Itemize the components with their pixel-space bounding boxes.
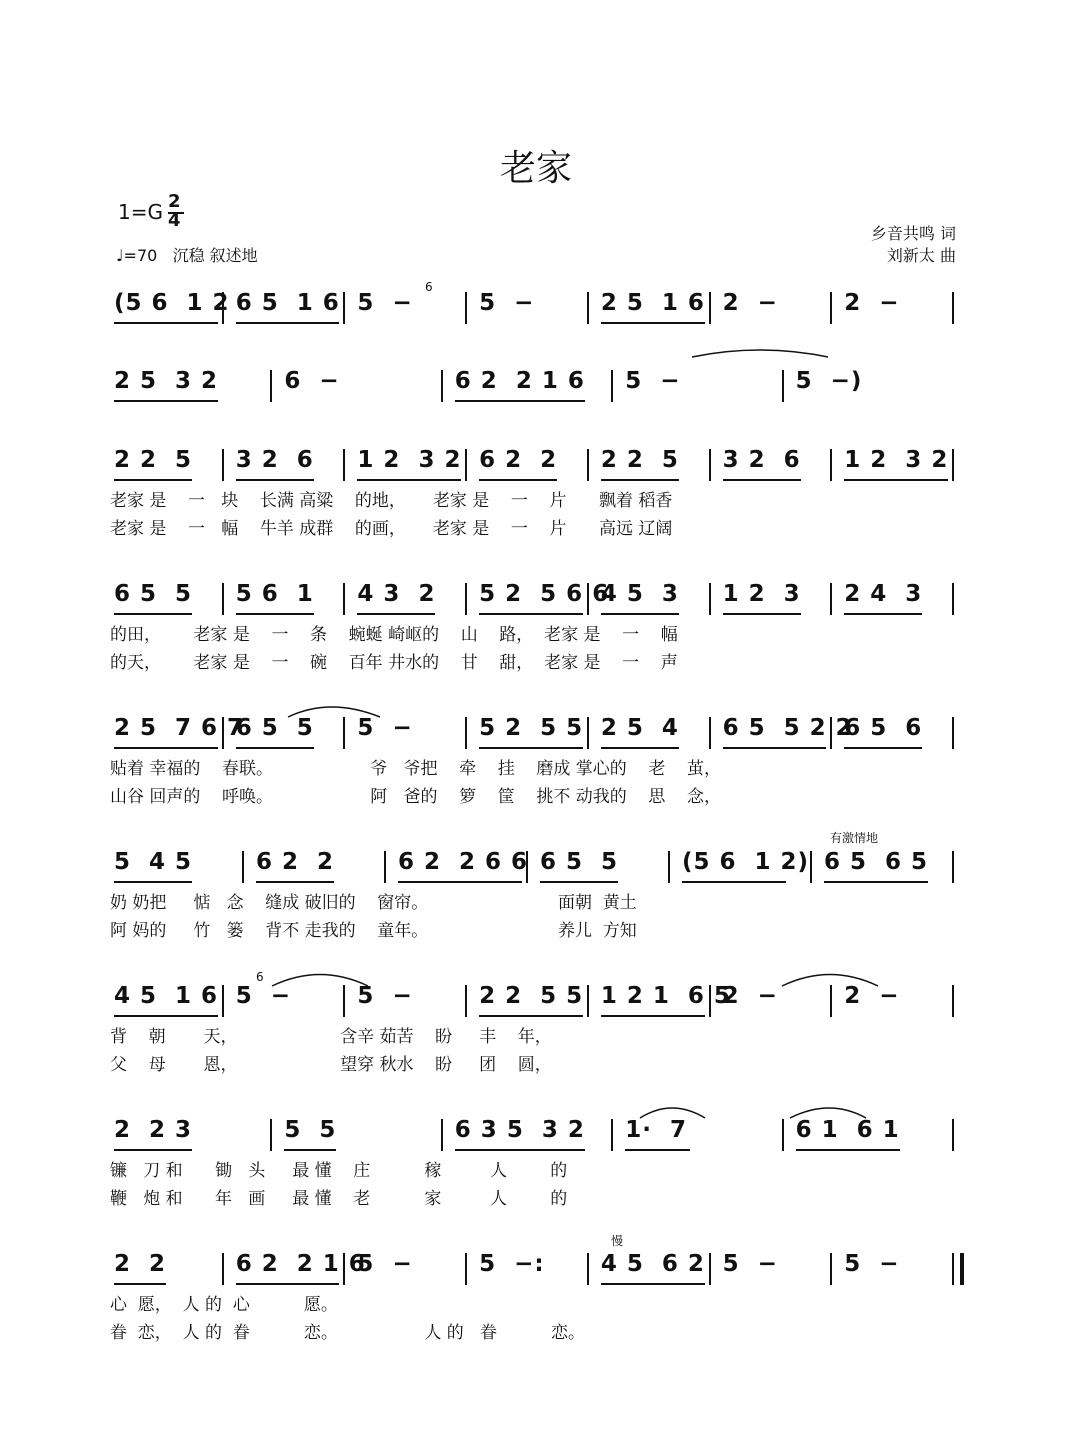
measure-notes: 6 2 2 1 6	[235, 1251, 366, 1277]
quarter-note-icon: ♩	[116, 246, 124, 265]
beam-line	[236, 479, 314, 481]
measure-notes: 5 −)	[795, 368, 863, 394]
barline	[952, 1253, 964, 1285]
beam-line	[844, 479, 948, 481]
beam-line	[796, 1149, 900, 1151]
beam-line	[114, 322, 218, 324]
measure-notes: 5 −	[357, 1251, 413, 1277]
grace-note: 6	[256, 970, 264, 984]
barline	[830, 583, 832, 615]
measure-notes: 2 −	[722, 290, 778, 316]
lyric-line: 老家 是 一 块 长满 高粱 的地， 老家 是 一 片 飘着 稻香	[110, 491, 673, 511]
barline	[587, 1253, 589, 1285]
barline	[222, 292, 224, 324]
measure-notes: 5 5	[284, 1117, 337, 1143]
lyric-line: 奶 奶把 惦 念 缝成 破旧的 窗帘。 面朝 黄土	[110, 893, 637, 913]
beam-line	[236, 322, 340, 324]
measure-notes: 5 −:	[479, 1251, 545, 1277]
barline	[270, 1119, 272, 1151]
measure-notes: 6 5 6 5	[824, 849, 929, 875]
measure-notes: 2 −	[844, 290, 900, 316]
barline	[830, 292, 832, 324]
measure-notes: 5 6 1	[235, 581, 314, 607]
barline	[830, 1253, 832, 1285]
barline	[384, 851, 386, 883]
lyric-line: 贴着 幸福的 春联。 爷 爷把 牵 挂 磨成 掌心的 老 茧，	[110, 759, 721, 779]
measure-notes: 5 2 5 5	[479, 715, 584, 741]
measure-notes: 2 2	[114, 1251, 167, 1277]
barline	[668, 851, 670, 883]
beam-line	[114, 613, 192, 615]
tempo-mood: 沉稳 叙述地	[172, 246, 258, 265]
measure-notes: 5 −	[479, 290, 535, 316]
beam-line	[455, 400, 585, 402]
barline	[222, 717, 224, 749]
lyric-line: 鞭 炮 和 年 画 最 懂 老 家 人 的	[110, 1189, 568, 1209]
beam-line	[256, 881, 334, 883]
measure-notes: 2 2 5 5	[479, 983, 584, 1009]
beam-line	[114, 881, 192, 883]
beam-line	[723, 747, 827, 749]
beam-line	[540, 881, 618, 883]
measure-notes: 6 5 6	[844, 715, 923, 741]
measure-notes: 4 5 1 6	[114, 983, 219, 1009]
barline	[343, 1253, 345, 1285]
measure-notes: 2 5 1 6	[600, 290, 705, 316]
measure-notes: 2 4 3	[844, 581, 923, 607]
lyric-line: 的田， 老家 是 一 条 蜿蜒 崎岖的 山 路， 老家 是 一 幅	[110, 625, 678, 645]
barline	[611, 370, 613, 402]
beam-line	[601, 1283, 705, 1285]
beam-line	[479, 613, 583, 615]
measure-notes: 6 5 5	[235, 715, 314, 741]
measure-notes: 1 2 3	[722, 581, 801, 607]
barline	[343, 292, 345, 324]
barline	[709, 292, 711, 324]
measure-notes: (5 6 1 2)	[682, 849, 810, 875]
barline	[952, 1119, 954, 1151]
barline	[830, 717, 832, 749]
measure-notes: 3 2 6	[235, 447, 314, 473]
time-signature-bottom: 4	[168, 210, 181, 231]
barline	[782, 1119, 784, 1151]
beam-line	[236, 747, 314, 749]
beam-line	[723, 479, 801, 481]
beam-line	[114, 1149, 192, 1151]
barline	[952, 449, 954, 481]
barline	[343, 449, 345, 481]
beam-line	[236, 613, 314, 615]
measure-notes: 4 5 3	[600, 581, 679, 607]
barline	[587, 583, 589, 615]
barline	[709, 449, 711, 481]
beam-line	[114, 1015, 218, 1017]
barline	[952, 985, 954, 1017]
measure-notes: 6 2 2 6 6	[398, 849, 529, 875]
barline	[343, 717, 345, 749]
measure-notes: 2 5 4	[600, 715, 679, 741]
barline	[810, 851, 812, 883]
beam-line	[601, 479, 679, 481]
barline	[709, 717, 711, 749]
barline	[952, 292, 954, 324]
barline	[465, 717, 467, 749]
beam-line	[114, 747, 218, 749]
tempo-value: =70	[123, 246, 158, 265]
barline	[242, 851, 244, 883]
measure-notes: 5 4 5	[114, 849, 193, 875]
measure-notes: 6 2 2	[479, 447, 558, 473]
measure-notes: 5 −	[722, 1251, 778, 1277]
barline	[952, 851, 954, 883]
barline	[611, 1119, 613, 1151]
measure-notes: 6 1 6 1	[795, 1117, 900, 1143]
barline	[222, 1253, 224, 1285]
barline	[709, 985, 711, 1017]
barline	[222, 449, 224, 481]
barline	[952, 717, 954, 749]
beam-line	[824, 881, 928, 883]
measure-notes: 2 −	[722, 983, 778, 1009]
barline	[222, 985, 224, 1017]
barline	[830, 985, 832, 1017]
measure-notes: 2 5 3 2	[114, 368, 219, 394]
measure-notes: 6 2 2	[256, 849, 335, 875]
measure-notes: 5 −	[844, 1251, 900, 1277]
credits	[871, 223, 956, 267]
lyric-line: 老家 是 一 幅 牛羊 成群 的画， 老家 是 一 片 高远 辽阔	[110, 519, 673, 539]
tempo-marking	[116, 243, 258, 266]
measure-notes: 5 −	[625, 368, 681, 394]
barline	[441, 1119, 443, 1151]
beam-line	[357, 479, 461, 481]
lyric-line: 父 母 恩， 望穿 秋水 盼 团 圆，	[110, 1055, 552, 1075]
song-title: 老家	[499, 148, 572, 189]
measure-notes: 5 −	[357, 983, 413, 1009]
measure-notes: 6 2 2 1 6	[454, 368, 585, 394]
beam-line	[601, 1015, 705, 1017]
barline	[465, 449, 467, 481]
beam-line	[455, 1149, 585, 1151]
measure-notes: 2 2 5	[600, 447, 679, 473]
beam-line	[682, 881, 786, 883]
beam-line	[114, 479, 192, 481]
slur	[692, 350, 828, 357]
barline	[709, 583, 711, 615]
beam-line	[625, 1149, 690, 1151]
beam-line	[114, 1283, 166, 1285]
lyric-line: 背 朝 天， 含辛 茹苦 盼 丰 年，	[110, 1027, 552, 1047]
barline	[526, 851, 528, 883]
barline	[782, 370, 784, 402]
lyric-line: 山谷 回声的 呼唤。 阿 爸的 箩 筐 挑不 动我的 思 念，	[110, 787, 721, 807]
measure-notes: 6 5 5 2 2	[722, 715, 853, 741]
measure-notes: 1· 7	[625, 1117, 687, 1143]
measure-notes: 6 3 5 3 2	[454, 1117, 585, 1143]
slow-mark: 慢	[611, 1234, 624, 1248]
time-signature	[168, 192, 181, 230]
grace-note: 6	[425, 280, 433, 294]
barline	[270, 370, 272, 402]
beam-line	[479, 479, 557, 481]
beam-line	[479, 747, 583, 749]
barline	[830, 449, 832, 481]
barline	[222, 583, 224, 615]
beam-line	[479, 1015, 583, 1017]
barline	[952, 583, 954, 615]
measure-notes: (5 6 1 2	[114, 290, 230, 316]
beam-line	[284, 1149, 336, 1151]
measure-notes: 4 5 6 2	[600, 1251, 705, 1277]
measure-notes: 5 2 5 6 6	[479, 581, 610, 607]
lyric-line: 镰 刀 和 锄 头 最 懂 庄 稼 人 的	[110, 1161, 568, 1181]
barline	[441, 370, 443, 402]
beam-line	[236, 1283, 340, 1285]
beam-line	[357, 613, 435, 615]
lyric-line: 阿 妈的 竹 篓 背不 走我的 童年。 养儿 方知	[110, 921, 637, 941]
measure-notes: 6 5 5	[114, 581, 193, 607]
beam-line	[114, 400, 218, 402]
lyric-line: 的天， 老家 是 一 碗 百年 井水的 甘 甜， 老家 是 一 声	[110, 653, 678, 673]
measure-notes: 6 −	[284, 368, 340, 394]
measure-notes: 4 3 2	[357, 581, 436, 607]
beam-line	[601, 613, 679, 615]
barline	[465, 1253, 467, 1285]
measure-notes: 2 2 3	[114, 1117, 193, 1143]
time-signature-top: 2	[168, 191, 181, 212]
measure-notes: 5 −	[235, 983, 291, 1009]
measure-notes: 6 5 1 6	[235, 290, 340, 316]
measure-notes: 5 −	[357, 715, 413, 741]
measure-notes: 1 2 1 6 5	[600, 983, 731, 1009]
measure-notes: 5 −	[357, 290, 413, 316]
key-signature: 1=G	[118, 200, 163, 224]
time-signature-line	[168, 212, 184, 214]
barline	[709, 1253, 711, 1285]
barline	[343, 985, 345, 1017]
barline	[465, 985, 467, 1017]
lyric-line: 眷 恋， 人 的 眷 恋。 人 的 眷 恋。	[110, 1323, 585, 1343]
barline	[587, 717, 589, 749]
measure-notes: 6 5 5	[540, 849, 619, 875]
beam-line	[723, 613, 801, 615]
beam-line	[601, 747, 679, 749]
beam-line	[398, 881, 522, 883]
measure-notes: 1 2 3 2	[844, 447, 949, 473]
barline	[587, 292, 589, 324]
barline	[465, 292, 467, 324]
staff-row	[110, 290, 962, 338]
measure-notes: 3 2 6	[722, 447, 801, 473]
composer: 刘新太 曲	[886, 246, 956, 265]
measure-notes: 2 5 7 6 7	[114, 715, 245, 741]
passion-mark: 有激情地	[830, 831, 879, 845]
measure-notes: 1 2 3 2	[357, 447, 462, 473]
barline	[587, 449, 589, 481]
staff-row	[110, 368, 962, 416]
barline	[343, 583, 345, 615]
lyric-line: 心 愿， 人 的 心 愿。	[110, 1295, 338, 1315]
beam-line	[601, 322, 705, 324]
beam-line	[844, 747, 922, 749]
barline	[465, 583, 467, 615]
measure-notes: 2 2 5	[114, 447, 193, 473]
lyricist: 乡音共鸣 词	[870, 224, 956, 243]
beam-line	[844, 613, 922, 615]
barline	[587, 985, 589, 1017]
measure-notes: 2 −	[844, 983, 900, 1009]
